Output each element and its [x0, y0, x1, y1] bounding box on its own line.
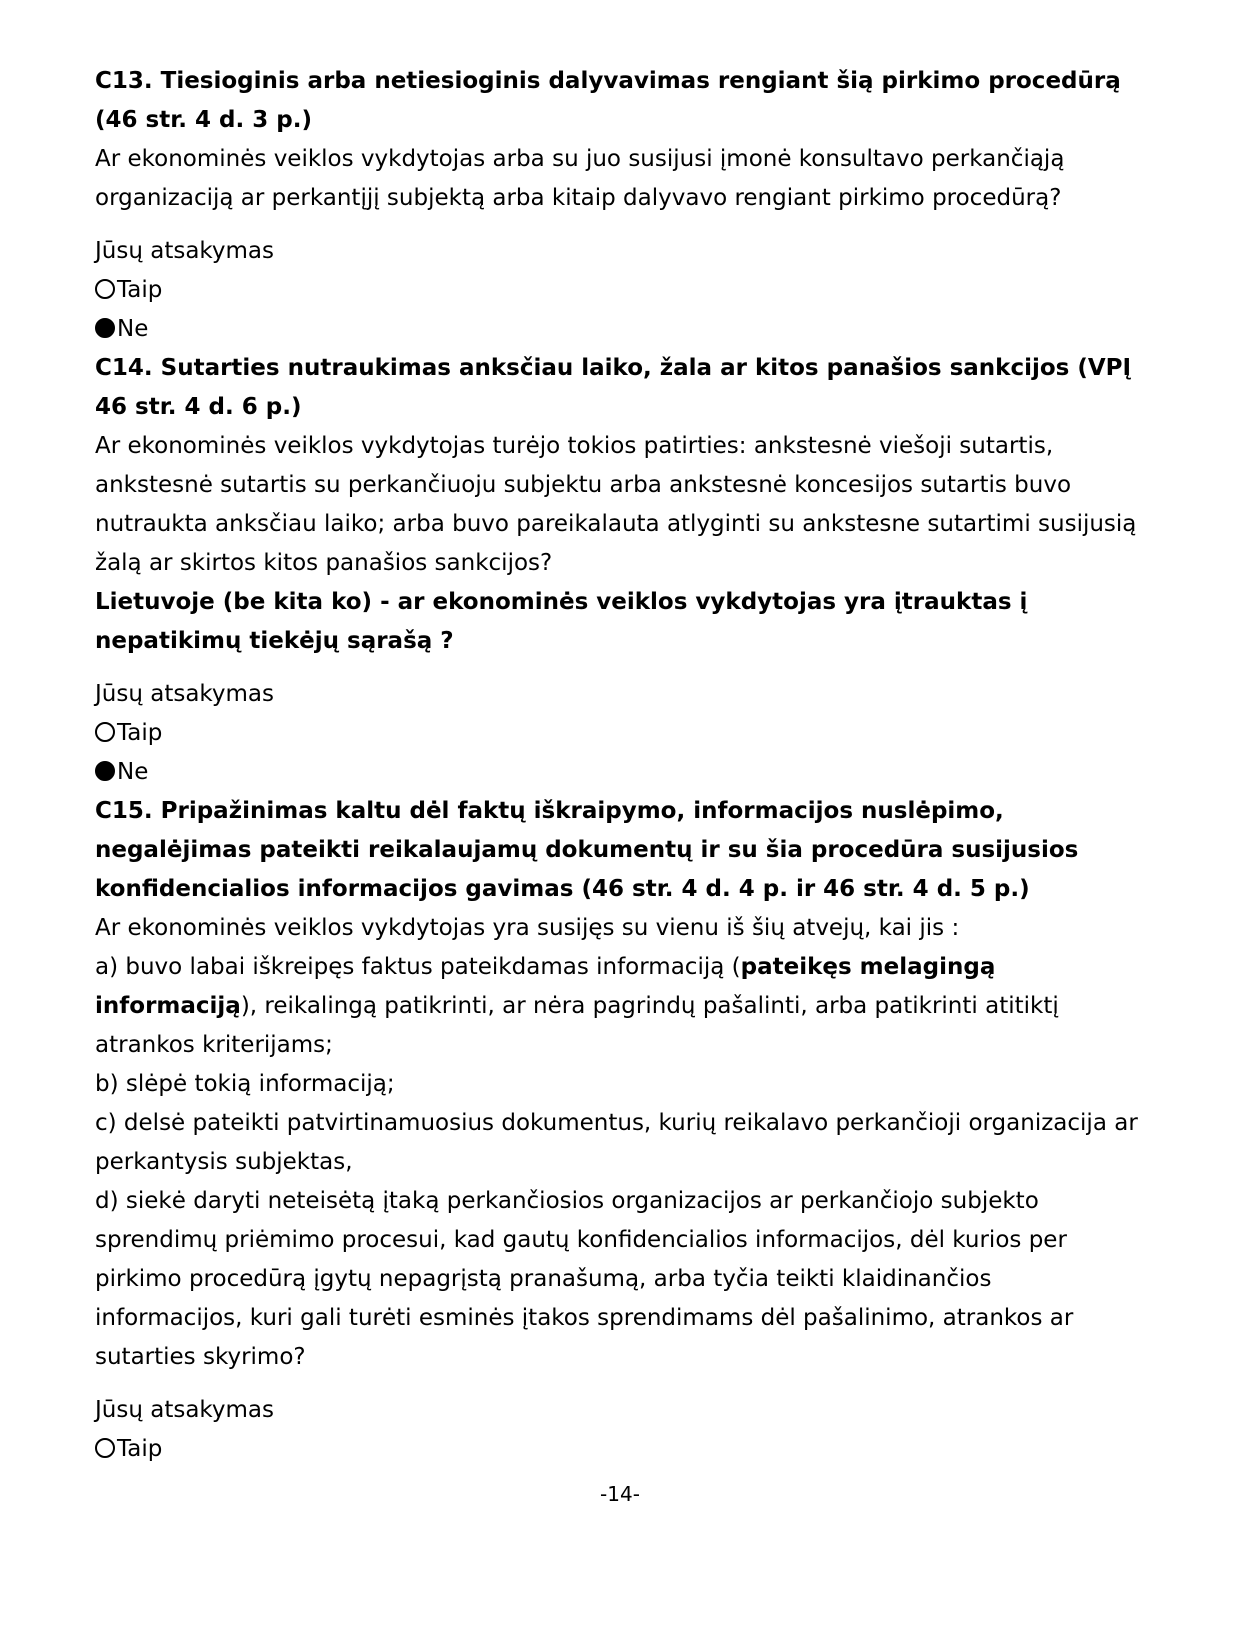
radio-label: Ne — [117, 316, 149, 342]
item-a-bold-text: pateikęs melagingą informaciją — [95, 954, 996, 1019]
question-item-c: c) delsė pateikti patvirtinamuosius dokumentus, kurių reikalavo perkančioji organizacija ar perkantysis subjektas, — [95, 1110, 1138, 1175]
radio-option-c14-ne[interactable] — [95, 753, 1145, 792]
answer-label: Jūsų atsakymas — [95, 1397, 275, 1423]
question-item-a — [95, 948, 1145, 1065]
item-a-text-end: ), reikalingą patikrinti, ar nėra pagrindų pašalinti, arba patikrinti atitiktį atrankos kriterijams; — [95, 993, 1059, 1058]
item-a-text: a) buvo labai iškreipęs faktus pateikdamas informaciją ( — [95, 954, 741, 980]
answer-label: Jūsų atsakymas — [95, 238, 275, 264]
question-heading-c15: C15. Pripažinimas kaltu dėl faktų iškraipymo, informacijos nuslėpimo, negalėjimas pateikti reikalaujamų dokumentų ir su šia procedūra susijusios konfidencialios informacijos gavimas (46 str. 4 d. 4 p. ir 46 str. 4 d. 5 p.) — [95, 798, 1079, 902]
radio-option-c13-ne[interactable] — [95, 310, 1145, 349]
radio-option-c14-taip[interactable] — [95, 714, 1145, 753]
radio-unselected-icon — [95, 279, 115, 299]
radio-label: Taip — [117, 720, 163, 746]
radio-selected-icon — [95, 318, 115, 338]
answer-label: Jūsų atsakymas — [95, 681, 275, 707]
question-text-c14-lietuvoje: Lietuvoje (be kita ko) - ar ekonominės veiklos vykdytojas yra įtrauktas į nepatikimų tiekėjų sąrašą ? — [95, 589, 1028, 654]
question-heading-c14: C14. Sutarties nutraukimas anksčiau laiko, žala ar kitos panašios sankcijos (VPĮ 46 str. 4 d. 6 p.) — [95, 355, 1132, 420]
radio-label: Ne — [117, 759, 149, 785]
radio-unselected-icon — [95, 1438, 115, 1458]
question-section-c13 — [95, 62, 1145, 349]
radio-selected-icon — [95, 761, 115, 781]
question-text-c13: Ar ekonominės veiklos vykdytojas arba su juo susijusi įmonė konsultavo perkančiąją organizaciją ar perkantįjį subjektą arba kitaip dalyvavo rengiant pirkimo procedūrą? — [95, 146, 1065, 211]
question-item-b: b) slėpė tokią informaciją; — [95, 1071, 395, 1097]
page-footer — [95, 1481, 1145, 1507]
question-section-c15 — [95, 792, 1145, 1469]
question-heading-c13: C13. Tiesioginis arba netiesioginis dalyvavimas rengiant šią pirkimo procedūrą (46 str. 4 d. 3 p.) — [95, 68, 1121, 133]
radio-unselected-icon — [95, 722, 115, 742]
radio-label: Taip — [117, 1436, 163, 1462]
question-item-d: d) siekė daryti neteisėtą įtaką perkančiosios organizacijos ar perkančiojo subjekto sprendimų priėmimo procesui, kad gautų konfidencialios informacijos, dėl kurios per pirkimo procedūrą įgytų nepagrįstą pranašumą, arba tyčia teikti klaidinančios informacijos, kuri gali turėti esminės įtakos sprendimams dėl pašalinimo, atrankos ar sutarties skyrimo? — [95, 1188, 1074, 1370]
page-number: -14- — [600, 1482, 640, 1506]
radio-label: Taip — [117, 277, 163, 303]
question-text-c14: Ar ekonominės veiklos vykdytojas turėjo tokios patirties: ankstesnė viešoji sutartis, ankstesnė sutartis su perkančiuoju subjektu arba ankstesnė koncesijos sutartis buvo nutraukta anksčiau laiko; arba buvo pareikalauta atlyginti su ankstesne sutartimi susijusią žalą ar skirtos kitos panašios sankcijos? — [95, 433, 1137, 576]
radio-option-c13-taip[interactable] — [95, 271, 1145, 310]
question-section-c14 — [95, 349, 1145, 792]
question-intro-c15: Ar ekonominės veiklos vykdytojas yra susijęs su vienu iš šių atvejų, kai jis : — [95, 915, 960, 941]
radio-option-c15-taip[interactable] — [95, 1430, 1145, 1469]
